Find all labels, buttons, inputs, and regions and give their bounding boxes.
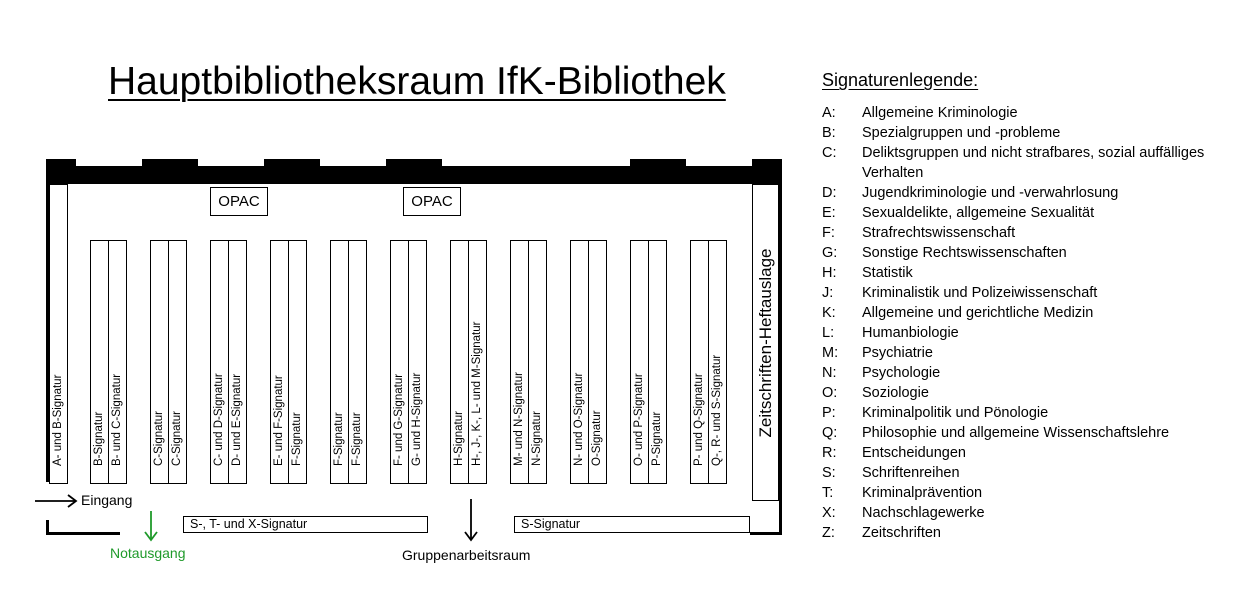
legend-item xyxy=(822,343,1252,363)
shelf-label: C- und D-Signatur xyxy=(212,373,225,466)
bottom-wall-right xyxy=(750,532,782,535)
bottom-wall-left-stub xyxy=(46,520,49,535)
legend-value: Deliktsgruppen und nicht strafbares, sozial auffälliges Verhalten xyxy=(862,145,1205,181)
shelf-m-n-side-1 xyxy=(510,240,529,484)
shelf-o-p-side-2 xyxy=(648,240,667,484)
shelf-f-h-side-2 xyxy=(408,240,427,484)
shelf-b-c-side-2 xyxy=(108,240,127,484)
opac-terminal-1[interactable]: OPAC xyxy=(210,187,268,216)
arrow-right-icon xyxy=(34,494,78,508)
shelf-b-c-side-1 xyxy=(90,240,109,484)
legend-item xyxy=(822,263,1252,283)
legend-item xyxy=(822,483,1252,503)
legend-value: Allgemeine und gerichtliche Medizin xyxy=(862,305,1094,321)
shelf-label: O- und P-Signatur xyxy=(632,373,645,466)
legend-value: Allgemeine Kriminologie xyxy=(862,105,1018,121)
shelf-label: D- und E-Signatur xyxy=(230,373,243,466)
legend-item xyxy=(822,423,1252,443)
shelf-label: M- und N-Signatur xyxy=(512,372,525,466)
legend-value: Strafrechtswissenschaft xyxy=(862,225,1016,241)
shelf-c-side-2 xyxy=(168,240,187,484)
arrow-down-icon xyxy=(143,510,159,542)
legend-item xyxy=(822,403,1252,423)
shelf-label: P-Signatur xyxy=(650,411,663,466)
legend-item xyxy=(822,503,1252,523)
legend-value: Sexualdelikte, allgemeine Sexualität xyxy=(862,205,1095,221)
legend-value: Kriminalpolitik und Pönologie xyxy=(862,405,1049,421)
shelf-p-s-side-2 xyxy=(708,240,727,484)
shelf-label: A- und B-Signatur xyxy=(51,374,64,466)
shelf-e-f-side-2 xyxy=(288,240,307,484)
bottom-shelf-s: S-Signatur xyxy=(514,516,750,533)
legend-value: Soziologie xyxy=(862,385,929,401)
legend-item xyxy=(822,223,1252,243)
shelf-label: F- und G-Signatur xyxy=(392,373,405,466)
shelf-label: C-Signatur xyxy=(170,411,183,466)
shelf-a-b xyxy=(49,184,68,484)
shelf-label: C-Signatur xyxy=(152,411,165,466)
shelf-f-h-side-1 xyxy=(390,240,409,484)
shelf-e-f-side-1 xyxy=(270,240,289,484)
legend-key: R: xyxy=(822,445,837,461)
legend-item xyxy=(822,303,1252,323)
right-wall xyxy=(779,160,782,535)
shelf-n-o-side-2 xyxy=(588,240,607,484)
emergency-exit-label: Notausgang xyxy=(110,545,186,561)
legend-item xyxy=(822,143,1252,183)
legend-item xyxy=(822,323,1252,343)
legend-key: E: xyxy=(822,205,836,221)
legend-item xyxy=(822,523,1252,543)
legend-value: Zeitschriften xyxy=(862,525,941,541)
legend-item xyxy=(822,243,1252,263)
legend-key: Q: xyxy=(822,425,838,441)
legend-key: L: xyxy=(822,325,835,341)
shelf-f-side-1 xyxy=(330,240,349,484)
shelf-f-side-2 xyxy=(348,240,367,484)
periodicals-label: Zeitschriften-Heftauslage xyxy=(755,248,775,437)
legend-key: G: xyxy=(822,245,838,261)
shelf-label: H-, J-, K-, L- und M-Signatur xyxy=(470,321,483,466)
legend-key: Z: xyxy=(822,525,835,541)
legend-key: N: xyxy=(822,365,837,381)
legend-value: Psychiatrie xyxy=(862,345,933,361)
group-room-label: Gruppenarbeitsraum xyxy=(402,547,531,563)
legend-value: Statistik xyxy=(862,265,913,281)
shelf-label: H-Signatur xyxy=(452,411,465,466)
legend-title: Signaturenlegende: xyxy=(822,70,979,90)
shelf-label: P- und Q-Signatur xyxy=(692,373,705,466)
legend-value: Humanbiologie xyxy=(862,325,959,341)
legend-key: P: xyxy=(822,405,836,421)
legend-item xyxy=(822,363,1252,383)
legend-key: H: xyxy=(822,265,837,281)
legend-value: Schriftenreihen xyxy=(862,465,960,481)
legend-value: Jugendkriminologie und -verwahrlosung xyxy=(862,185,1119,201)
legend-item xyxy=(822,203,1252,223)
shelf-label: Q-, R- und S-Signatur xyxy=(710,354,723,466)
periodicals-shelf xyxy=(752,184,779,501)
legend-item xyxy=(822,123,1252,143)
legend-item xyxy=(822,103,1252,123)
shelf-label: B-Signatur xyxy=(92,411,105,466)
legend-key: M: xyxy=(822,345,839,361)
window-pillar xyxy=(46,159,76,169)
signature-legend xyxy=(822,103,1252,543)
bottom-wall-left xyxy=(46,532,120,535)
window-pillar xyxy=(752,159,782,169)
window-pillar xyxy=(386,159,442,169)
shelf-h-m-side-1 xyxy=(450,240,469,484)
window-pillar xyxy=(630,159,686,169)
shelf-label: F-Signatur xyxy=(350,412,363,466)
legend-value: Kriminalprävention xyxy=(862,485,983,501)
shelf-c-e-side-1 xyxy=(210,240,229,484)
shelf-h-m-side-2 xyxy=(468,240,487,484)
legend-value: Philosophie und allgemeine Wissenschaftslehre xyxy=(862,425,1170,441)
legend-value: Spezialgruppen und -probleme xyxy=(862,125,1061,141)
legend-value: Nachschlagewerke xyxy=(862,505,985,521)
legend-item xyxy=(822,463,1252,483)
shelf-o-p-side-1 xyxy=(630,240,649,484)
legend-key: D: xyxy=(822,185,837,201)
arrow-down-icon xyxy=(463,498,479,542)
legend-key: C: xyxy=(822,145,837,161)
shelf-label: E- und F-Signatur xyxy=(272,375,285,466)
page-title: Hauptbibliotheksraum IfK-Bibliothek xyxy=(108,60,726,103)
legend-value: Kriminalistik und Polizeiwissenschaft xyxy=(862,285,1098,301)
shelf-label: G- und H-Signatur xyxy=(410,372,423,466)
legend-key: T: xyxy=(822,485,834,501)
bottom-shelf-stx: S-, T- und X-Signatur xyxy=(183,516,428,533)
legend-value: Psychologie xyxy=(862,365,941,381)
legend-key: K: xyxy=(822,305,836,321)
shelf-label: F-Signatur xyxy=(290,412,303,466)
legend-item xyxy=(822,183,1252,203)
legend-key: F: xyxy=(822,225,835,241)
shelf-label: F-Signatur xyxy=(332,412,345,466)
opac-terminal-2[interactable]: OPAC xyxy=(403,187,461,216)
legend-key: A: xyxy=(822,105,836,121)
legend-key: X: xyxy=(822,505,836,521)
shelf-p-s-side-1 xyxy=(690,240,709,484)
shelf-label: N- und O-Signatur xyxy=(572,372,585,466)
shelf-label: O-Signatur xyxy=(590,410,603,466)
legend-value: Entscheidungen xyxy=(862,445,966,461)
shelf-m-n-side-2 xyxy=(528,240,547,484)
shelf-label: N-Signatur xyxy=(530,411,543,466)
legend-key: J: xyxy=(822,285,834,301)
shelf-n-o-side-1 xyxy=(570,240,589,484)
legend-key: B: xyxy=(822,125,836,141)
legend-item xyxy=(822,383,1252,403)
legend-item xyxy=(822,443,1252,463)
legend-item xyxy=(822,283,1252,303)
shelf-c-side-1 xyxy=(150,240,169,484)
entrance-label: Eingang xyxy=(81,492,133,508)
window-pillar xyxy=(142,159,198,169)
shelf-label: B- und C-Signatur xyxy=(110,373,123,466)
legend-value: Sonstige Rechtswissenschaften xyxy=(862,245,1067,261)
legend-key: S: xyxy=(822,465,836,481)
shelf-c-e-side-2 xyxy=(228,240,247,484)
legend-key: O: xyxy=(822,385,838,401)
window-pillar xyxy=(264,159,320,169)
